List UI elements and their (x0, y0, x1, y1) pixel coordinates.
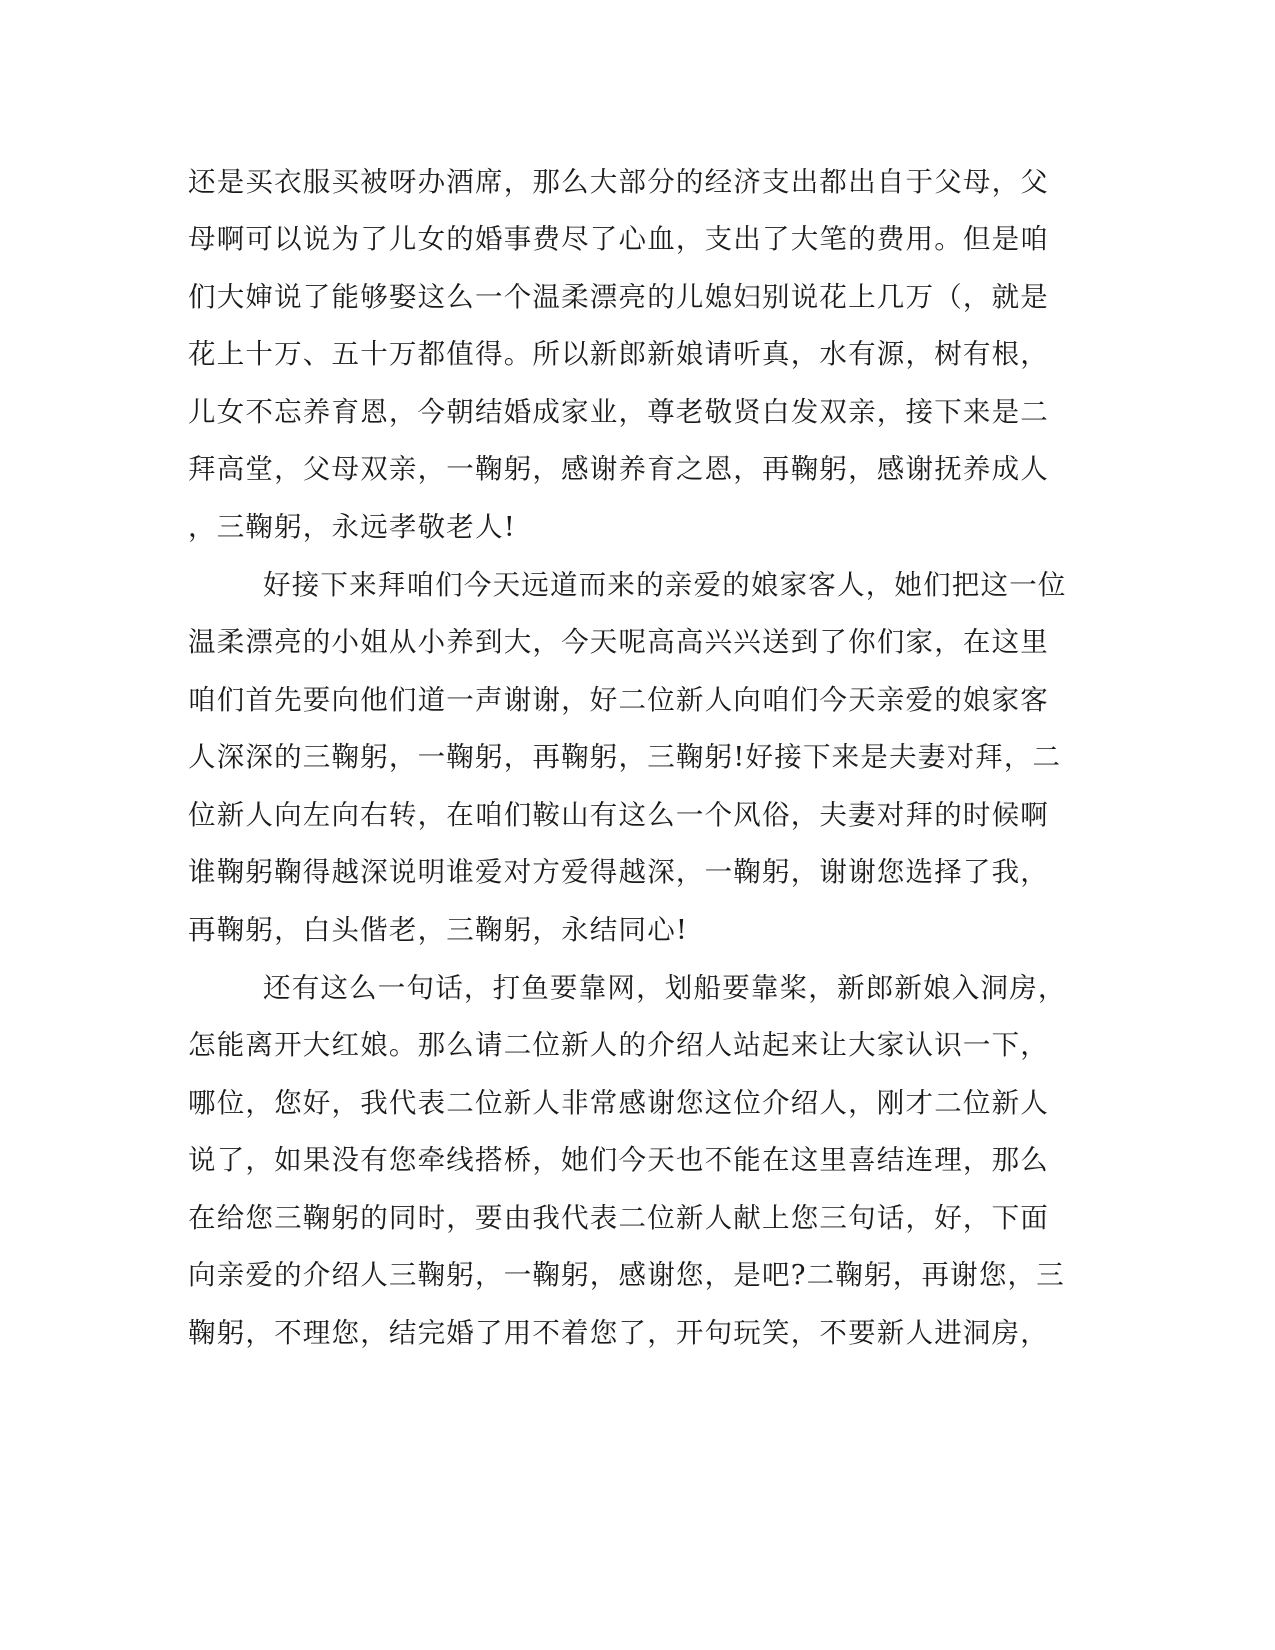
text-line: 人深深的三鞠躬，一鞠躬，再鞠躬，三鞠躬!好接下来是夫妻对拜，二 (188, 741, 1062, 773)
text-line: ，三鞠躬，永远孝敬老人! (188, 511, 516, 543)
text-line: 再鞠躬，白头偕老，三鞠躬，永结同心! (188, 914, 689, 946)
paragraph-start-line: 好接下来拜咱们今天远道而来的亲爱的娘家客人，她们把这一位 (263, 569, 1067, 601)
paragraph-start-line: 还有这么一句话，打鱼要靠网，划船要靠桨，新郎新娘入洞房， (263, 972, 1067, 1004)
text-line: 哪位，您好，我代表二位新人非常感谢您这位介绍人，刚才二位新人 (188, 1087, 1049, 1119)
text-line: 还是买衣服买被呀办酒席，那么大部分的经济支出都出自于父母，父 (188, 166, 1049, 198)
text-line: 花上十万、五十万都值得。所以新郎新娘请听真，水有源，树有根， (188, 338, 1049, 370)
text-line: 儿女不忘养育恩，今朝结婚成家业，尊老敬贤白发双亲，接下来是二 (188, 396, 1049, 428)
text-line: 咱们首先要向他们道一声谢谢，好二位新人向咱们今天亲爱的娘家客 (188, 684, 1049, 716)
text-line: 母啊可以说为了儿女的婚事费尽了心血，支出了大笔的费用。但是咱 (188, 223, 1049, 255)
text-line: 说了，如果没有您牵线搭桥，她们今天也不能在这里喜结连理，那么 (188, 1144, 1049, 1176)
text-line: 温柔漂亮的小姐从小养到大，今天呢高高兴兴送到了你们家，在这里 (188, 626, 1049, 658)
text-line: 鞠躬，不理您，结完婚了用不着您了，开句玩笑，不要新人进洞房， (188, 1317, 1049, 1349)
text-line: 位新人向左向右转，在咱们鞍山有这么一个风俗，夫妻对拜的时候啊 (188, 799, 1049, 831)
text-line: 谁鞠躬鞠得越深说明谁爱对方爱得越深，一鞠躬，谢谢您选择了我， (188, 856, 1049, 888)
text-line: 们大婶说了能够娶这么一个温柔漂亮的儿媳妇别说花上几万（，就是 (188, 281, 1049, 313)
text-line: 在给您三鞠躬的同时，要由我代表二位新人献上您三句话，好，下面 (188, 1202, 1049, 1234)
text-line: 向亲爱的介绍人三鞠躬，一鞠躬，感谢您，是吧?二鞠躬，再谢您，三 (188, 1259, 1065, 1291)
text-line: 拜高堂，父母双亲，一鞠躬，感谢养育之恩，再鞠躬，感谢抚养成人 (188, 453, 1049, 485)
text-line: 怎能离开大红娘。那么请二位新人的介绍人站起来让大家认识一下， (188, 1029, 1049, 1061)
